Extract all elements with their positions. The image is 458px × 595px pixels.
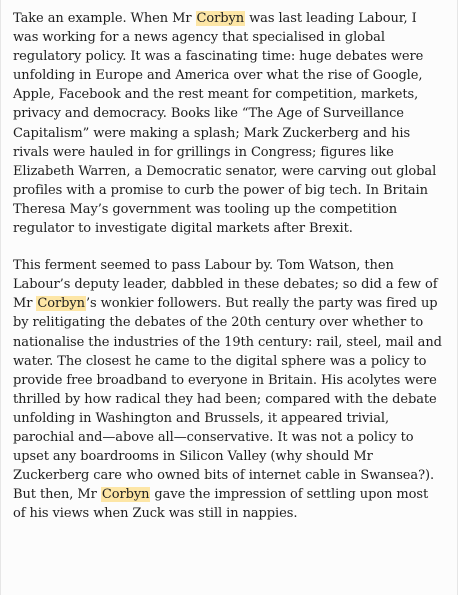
text-segment: provide free broadband to everyone in Britain. His acolytes were [13,372,437,388]
text-line [13,104,445,123]
text-segment: Theresa May’s government was tooling up the competition [13,201,398,217]
text-line [13,9,445,28]
text-segment: water. The closest he came to the digital sphere was a policy to [13,353,427,369]
highlighted-term: Corbyn [37,296,85,312]
text-segment: of his views when Zuck was still in nappies. [13,506,298,522]
text-segment: by relitigating the debates of the 20th century over whether to [13,315,424,331]
article-body [13,9,445,523]
text-segment: Apple, Facebook and the rest meant for competition, markets, [13,87,419,103]
text-line [13,124,445,143]
text-line [13,28,445,47]
text-line [13,143,445,162]
text-line [13,256,445,275]
text-segment: This ferment seemed to pass Labour by. Tom Watson, then [13,258,394,274]
text-line [13,428,445,447]
text-segment: was last leading Labour, I [245,11,417,26]
text-segment: unfolding in Washington and Brussels, it appeared trivial, [13,410,390,426]
text-segment: unfolding in Europe and America over what the rise of Google, [13,68,423,84]
text-line [13,466,445,485]
text-line [13,447,445,466]
article-paragraph [13,256,445,523]
text-segment: was working for a news agency that specialised in global [13,30,385,46]
text-segment: gave the impression of settling upon most [150,487,429,503]
text-line [13,200,445,219]
text-segment: nationalise the industries of the 19th century: rail, steel, mail and [13,334,442,350]
text-segment: Take an example. When Mr [13,11,196,26]
text-line [13,390,445,409]
text-line [13,485,445,504]
text-segment: Mr [13,296,37,312]
text-segment: ’s wonkier followers. But really the party was fired up [85,296,438,312]
text-line [13,85,445,104]
text-line [13,371,445,390]
text-line [13,219,445,238]
text-segment: Capitalism” were making a splash; Mark Zuckerberg and his [13,125,411,141]
text-line [13,47,445,66]
text-line [13,162,445,181]
article-paragraph [13,9,445,238]
text-line [13,181,445,200]
text-line [13,294,445,313]
text-segment: privacy and democracy. Books like “The Age of Surveillance [13,106,404,122]
text-segment: But then, Mr [13,487,101,503]
text-segment: regulatory policy. It was a fascinating time: huge debates were [13,49,424,65]
text-segment: thrilled by how radical they had been; compared with the debate [13,391,437,407]
text-segment: profiles with a promise to curb the power of big tech. In Britain [13,182,428,198]
highlighted-term: Corbyn [196,11,245,26]
text-segment: regulator to investigate digital markets after Brexit. [13,221,353,237]
text-segment: Labour’s deputy leader, dabbled in these debates; so did a few of [13,277,438,293]
text-line [13,66,445,85]
text-segment: rivals were hauled in for grillings in Congress; figures like [13,144,394,160]
text-segment: Elizabeth Warren, a Democratic senator, were carving out global [13,163,437,179]
text-segment: parochial and—above all—conservative. It was not a policy to [13,429,414,445]
text-segment: upset any boardrooms in Silicon Valley (why should Mr [13,449,373,465]
text-line [13,409,445,428]
text-line [13,504,445,523]
text-line [13,333,445,352]
text-line [13,313,445,332]
text-line [13,275,445,294]
text-line [13,352,445,371]
text-segment: Zuckerberg care who owned bits of internet cable in Swansea?). [13,468,435,484]
highlighted-term: Corbyn [101,487,150,503]
